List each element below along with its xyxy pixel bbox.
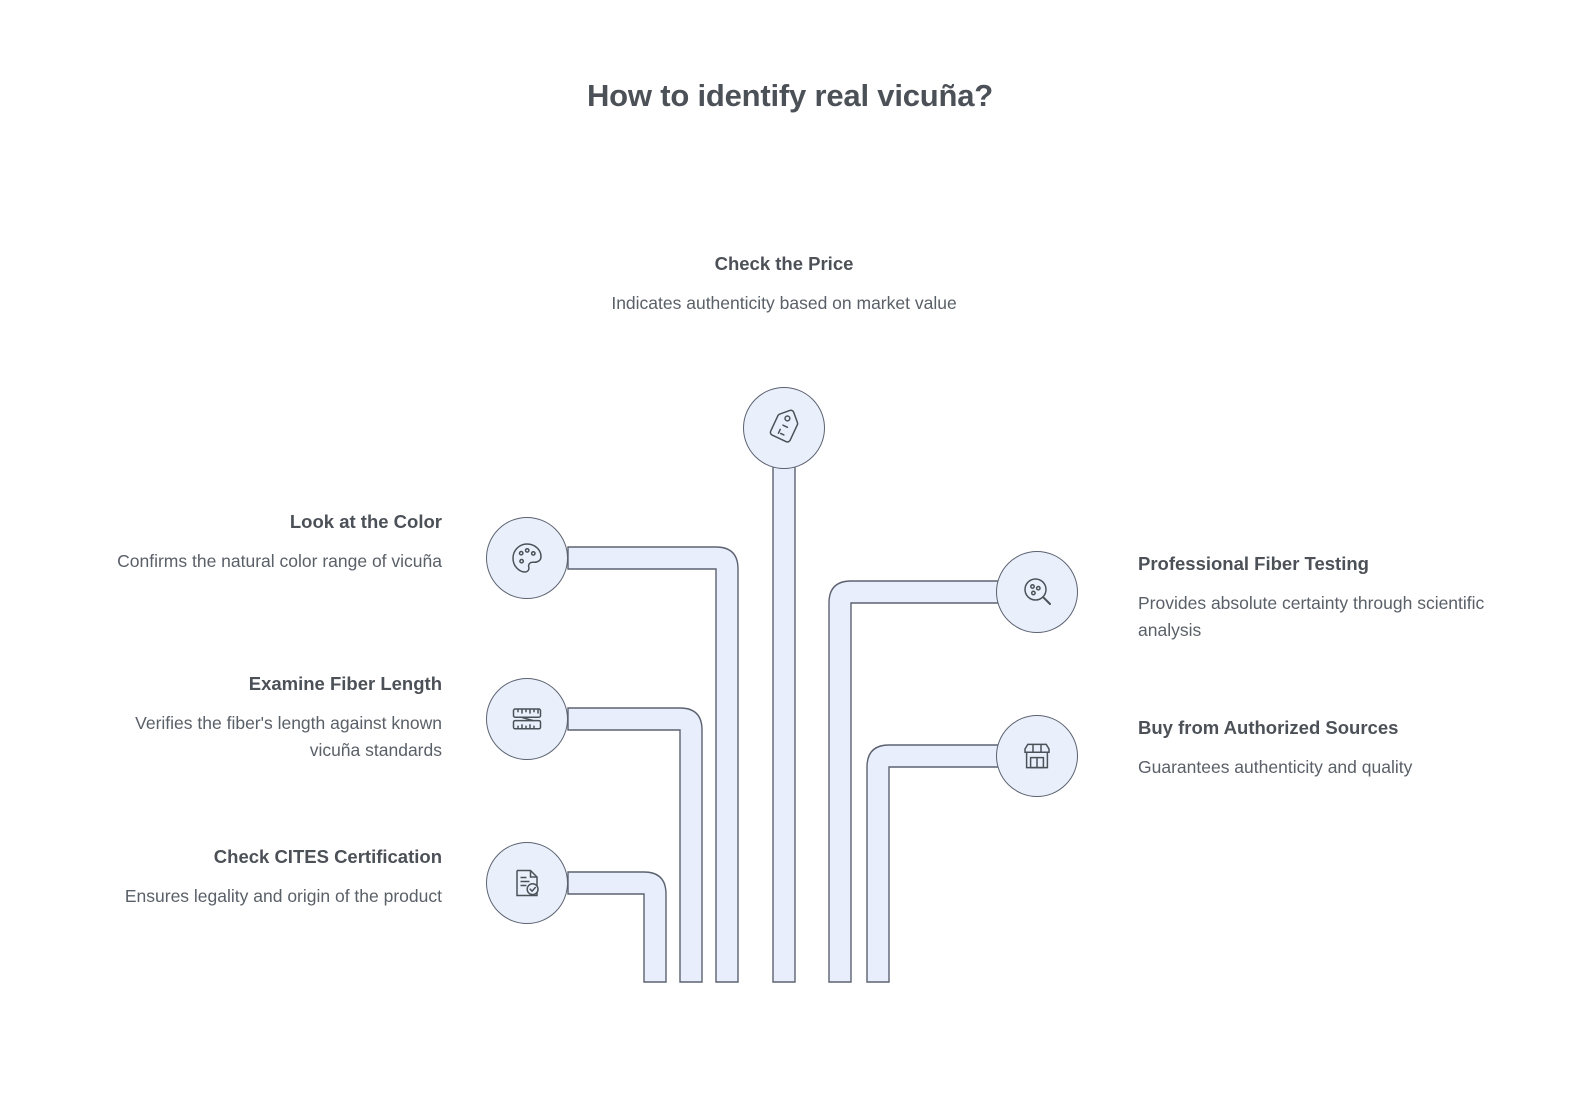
price-tag-icon xyxy=(764,408,804,448)
node-desc-look-at-the-color: Confirms the natural color range of vicuña xyxy=(117,550,442,571)
label-check-cites-certification xyxy=(82,845,442,910)
node-check-the-price[interactable] xyxy=(743,387,825,469)
page-title: How to identify real vicuña? xyxy=(586,78,994,113)
node-desc-buy-from-authorized-sources: Guarantees authenticity and quality xyxy=(1138,756,1413,777)
label-examine-fiber-length xyxy=(82,672,442,764)
label-look-at-the-color xyxy=(82,510,442,575)
label-check-the-price xyxy=(574,252,994,317)
label-professional-fiber-testing xyxy=(1138,552,1498,644)
color-palette-icon xyxy=(507,538,547,578)
wire-check-the-price xyxy=(773,440,795,982)
measuring-tape-icon xyxy=(507,699,547,739)
node-title-examine-fiber-length: Examine Fiber Length xyxy=(248,673,442,694)
node-look-at-the-color[interactable] xyxy=(486,517,568,599)
wire-professional-fiber-testing xyxy=(829,581,1000,982)
wire-check-cites-certification xyxy=(568,872,666,982)
node-desc-professional-fiber-testing: Provides absolute certainty through scientific analysis xyxy=(1138,592,1485,641)
node-title-professional-fiber-testing: Professional Fiber Testing xyxy=(1138,553,1369,574)
storefront-icon xyxy=(1017,736,1057,776)
node-examine-fiber-length[interactable] xyxy=(486,678,568,760)
certified-document-icon xyxy=(507,863,547,903)
wire-buy-from-authorized-sources xyxy=(867,745,1000,982)
node-title-check-the-price: Check the Price xyxy=(714,253,854,274)
wire-examine-fiber-length xyxy=(568,708,702,982)
node-title-buy-from-authorized-sources: Buy from Authorized Sources xyxy=(1138,717,1399,738)
node-desc-check-cites-certification: Ensures legality and origin of the product xyxy=(124,885,442,906)
node-desc-examine-fiber-length: Verifies the fiber's length against known vicuña standards xyxy=(135,712,442,761)
node-title-look-at-the-color: Look at the Color xyxy=(289,511,442,532)
magnifying-glass-icon xyxy=(1017,572,1057,612)
node-buy-from-authorized-sources[interactable] xyxy=(996,715,1078,797)
node-title-check-cites-certification: Check CITES Certification xyxy=(213,846,442,867)
node-check-cites-certification[interactable] xyxy=(486,842,568,924)
label-buy-from-authorized-sources xyxy=(1138,716,1498,781)
node-professional-fiber-testing[interactable] xyxy=(996,551,1078,633)
node-desc-check-the-price: Indicates authenticity based on market value xyxy=(611,292,957,313)
